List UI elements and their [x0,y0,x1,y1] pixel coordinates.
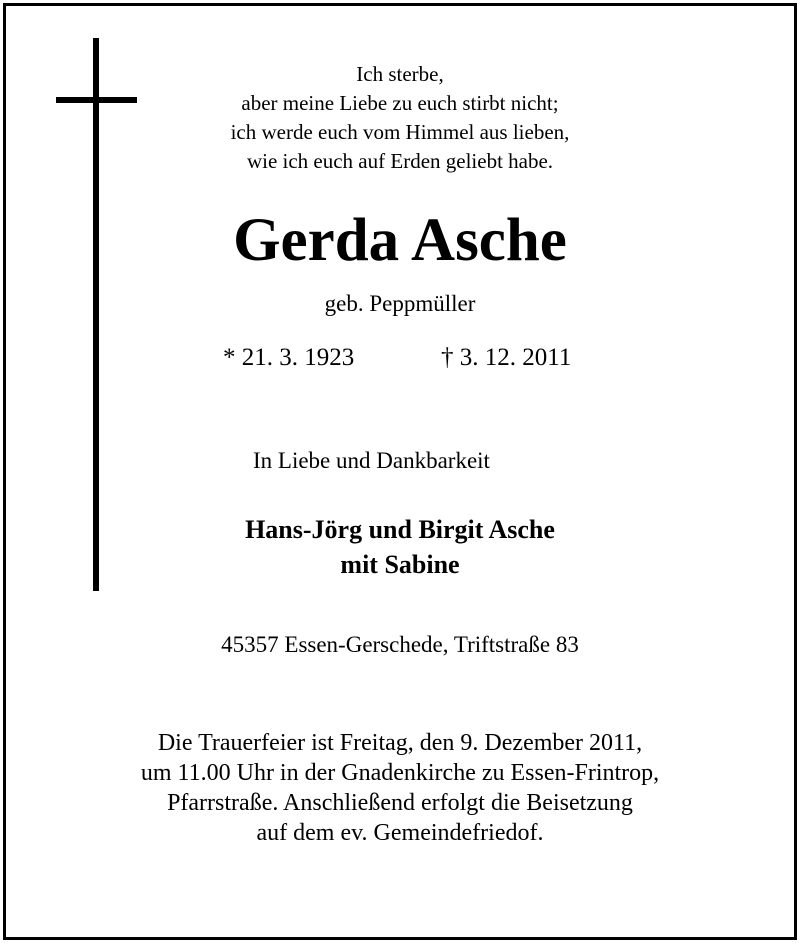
death-date: † 3. 12. 2011 [441,344,572,371]
verse-line: ich werde euch vom Himmel aus lieben, [230,120,570,144]
dedication-text: In Liebe und Dankbarkeit [253,448,490,473]
deceased-name: Gerda Asche [233,207,567,274]
address: 45357 Essen-Gerschede, Triftstraße 83 [221,632,579,657]
family-line: mit Sabine [340,550,460,579]
verse-line: wie ich euch auf Erden geliebt habe. [246,149,554,173]
maiden-name: geb. Peppmüller [324,291,476,316]
verse-line: aber meine Liebe zu euch stirbt nicht; [241,91,559,115]
service-line: auf dem ev. Gemeindefriedof. [256,820,544,846]
family-line: Hans-Jörg und Birgit Asche [245,515,555,544]
birth-date: * 21. 3. 1923 [223,344,355,371]
service-line: Pfarrstraße. Anschließend erfolgt die Beisetzung [167,790,633,816]
verse-line: Ich sterbe, [356,62,444,86]
service-line: Die Trauerfeier ist Freitag, den 9. Dezember 2011, [157,730,643,756]
service-line: um 11.00 Uhr in der Gnadenkirche zu Essen-Frintrop, [140,760,660,786]
